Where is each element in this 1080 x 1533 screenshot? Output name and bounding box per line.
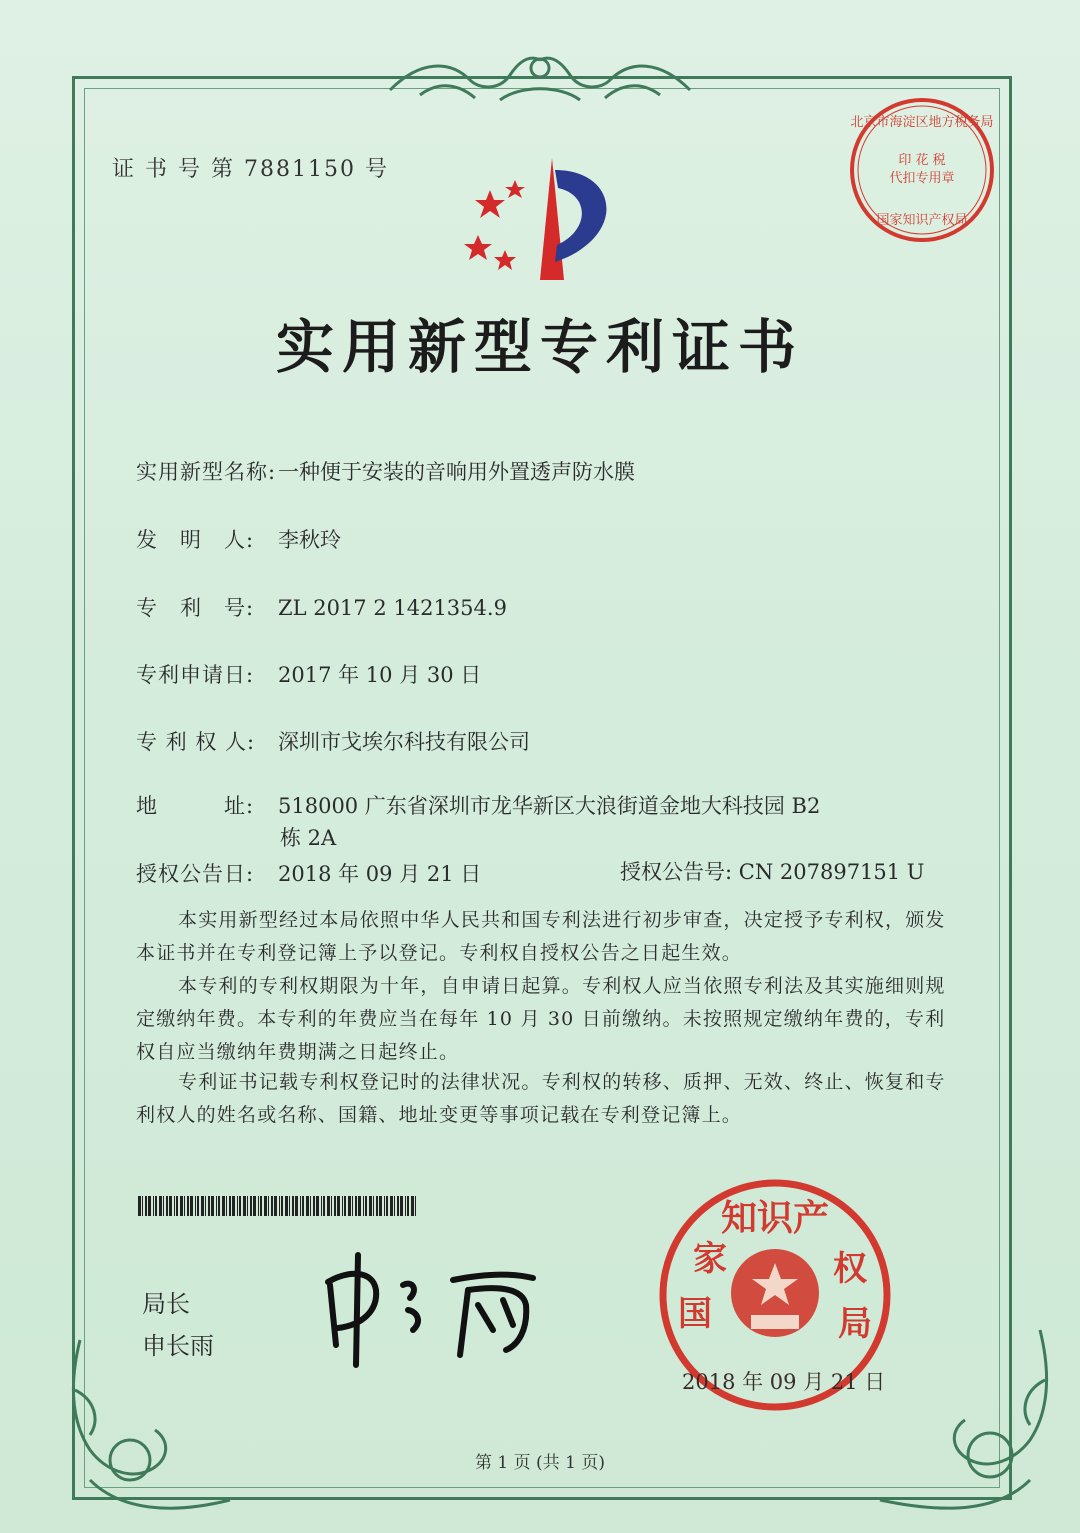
svg-text:国家知识产权局: 国家知识产权局 [876, 213, 968, 228]
field-patent-number [136, 592, 507, 622]
field-label: 专 利 号: [136, 596, 255, 620]
field-label: 授权公告号: [620, 860, 733, 884]
field-value: 2017 年 10 月 30 日 [278, 663, 482, 687]
paragraph-2: 本专利的专利权期限为十年，自申请日起算。专利权人应当依照专利法及其实施细则规定缴纳年费。本专利的年费应当在每年 10 月 30 日前缴纳。未按照规定缴纳年费的，专利权自应当缴纳年费期满之日起终止。 [136, 975, 946, 1063]
field-label: 发 明 人: [136, 528, 255, 552]
paragraph-3: 专利证书记载专利权登记时的法律状况。专利权的转移、质押、无效、终止、恢复和专利权人的姓名或名称、国籍、地址变更等事项记载在专利登记簿上。 [136, 1071, 946, 1126]
svg-text:国: 国 [678, 1294, 712, 1334]
certificate-number: 证 书 号 第 7881150 号 [112, 157, 389, 182]
page-number: 第 1 页 (共 1 页) [475, 1453, 605, 1473]
field-label: 实用新型名称: [136, 460, 277, 484]
tax-seal-stamp [848, 96, 996, 244]
svg-text:知识产: 知识产 [720, 1198, 830, 1239]
field-utility-model-name [136, 456, 635, 486]
svg-text:北京市海淀区地方税务局: 北京市海淀区地方税务局 [850, 115, 994, 130]
director-title: 局长 [142, 1290, 190, 1318]
barcode-icon [138, 1196, 418, 1216]
svg-text:家: 家 [693, 1239, 727, 1279]
field-value: 2018 年 09 月 21 日 [278, 862, 482, 886]
field-label: 专 利 权 人: [136, 730, 256, 754]
seal-date: 2018 年 09 月 21 日 [682, 1370, 886, 1394]
field-label: 专利申请日: [136, 663, 255, 687]
svg-text:印 花 税: 印 花 税 [898, 153, 946, 168]
paragraph-1: 本实用新型经过本局依照中华人民共和国专利法进行初步审查，决定授予专利权，颁发本证书并在专利登记簿上予以登记。专利权自授权公告之日起生效。 [136, 909, 946, 964]
field-inventor [136, 524, 341, 554]
field-value: ZL 2017 2 1421354.9 [278, 596, 507, 620]
cnipa-logo-icon [460, 150, 630, 290]
field-value: 一种便于安装的音响用外置透声防水膜 [278, 460, 635, 484]
field-value: 518000 广东省深圳市龙华新区大浪街道金地大科技园 B2 [278, 794, 821, 818]
field-filing-date [136, 659, 481, 689]
field-grant-date [136, 858, 481, 888]
field-label: 地 址: [136, 794, 255, 818]
field-value: 李秋玲 [278, 528, 341, 552]
field-label: 授权公告日: [136, 862, 255, 886]
field-grant-number [620, 856, 925, 886]
svg-text:权: 权 [833, 1249, 867, 1289]
field-value: CN 207897151 U [738, 860, 925, 884]
field-patentee [136, 726, 530, 756]
address-line-2: 栋 2A [280, 826, 337, 850]
signature-icon [318, 1250, 558, 1370]
field-value: 深圳市戈埃尔科技有限公司 [278, 730, 530, 754]
director-name: 申长雨 [142, 1332, 214, 1360]
svg-text:代扣专用章: 代扣专用章 [889, 171, 955, 186]
top-ornament-icon [380, 40, 700, 110]
field-address [136, 790, 820, 820]
svg-text:局: 局 [838, 1304, 872, 1344]
certificate-title: 实用新型专利证书 [275, 313, 804, 381]
